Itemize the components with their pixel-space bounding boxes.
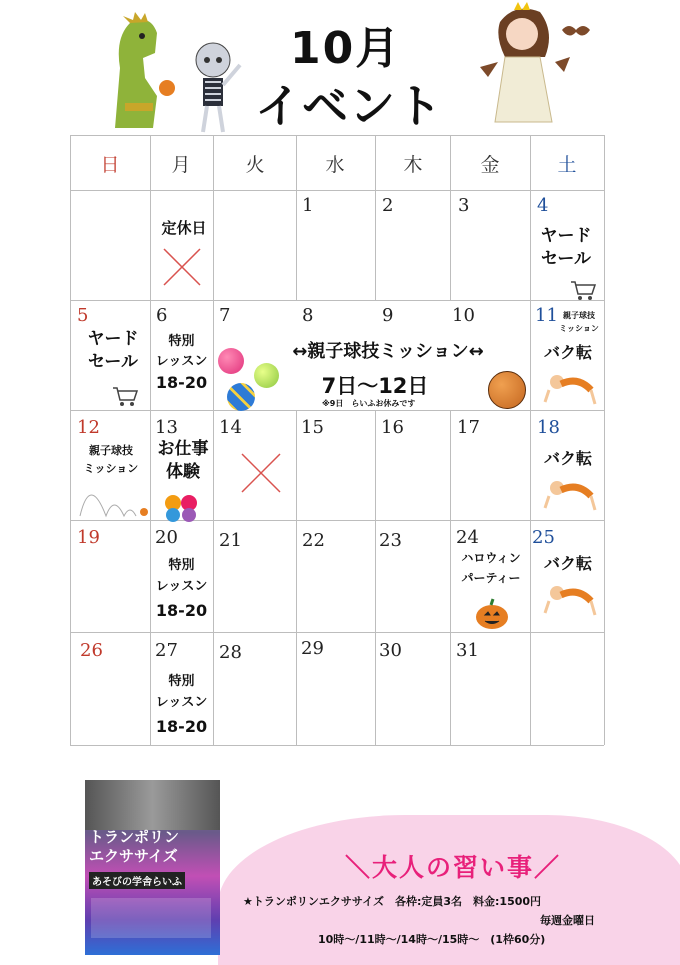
- weekday-thu: 木: [403, 154, 423, 176]
- date-28: 28: [219, 642, 242, 663]
- trampoline-poster: トランポリン エクササイズ あそびの学舎らいふ: [85, 780, 220, 955]
- backflip-kid-icon: [543, 583, 598, 619]
- date-14: 14: [219, 417, 242, 438]
- yard-sale-label-4: ヤード セール: [540, 226, 592, 269]
- date-2: 2: [382, 195, 394, 216]
- date-22: 22: [302, 530, 325, 551]
- adult-lessons-heading: ＼大人の習い事／: [345, 853, 562, 882]
- date-23: 23: [379, 530, 402, 551]
- special-lesson-27: 特別 レッスン 18-20: [155, 674, 208, 736]
- date-25: 25: [532, 527, 555, 548]
- halloween-party-label: ハロウィン パーティー: [461, 551, 521, 586]
- mission-dates: 7日〜12日: [321, 374, 429, 398]
- weekday-tue: 火: [245, 154, 265, 176]
- work-experience-label: お仕事 体験: [157, 439, 209, 482]
- backflip-label-18: バク転: [543, 449, 592, 468]
- cart-icon: [112, 386, 138, 408]
- weekday-fri: 金: [480, 154, 500, 176]
- date-20: 20: [155, 527, 178, 548]
- cart-icon: [570, 280, 596, 302]
- colorful-logo-icon: [163, 493, 201, 523]
- date-1: 1: [302, 195, 314, 216]
- date-5: 5: [77, 305, 89, 326]
- backflip-kid-icon: [543, 372, 598, 408]
- date-16: 16: [381, 417, 404, 438]
- backflip-label-25: バク転: [543, 554, 592, 573]
- special-lesson-20: 特別 レッスン 18-20: [155, 558, 208, 620]
- weekday-wed: 水: [325, 154, 345, 176]
- date-13: 13: [155, 417, 178, 438]
- date-11: 11: [535, 305, 558, 326]
- date-26: 26: [80, 640, 103, 661]
- mission-note: ※9日 らいふお休みです: [322, 399, 416, 408]
- closed-day-label: 定休日: [161, 219, 207, 237]
- page-title-event: イベント: [255, 79, 443, 133]
- ball-icon: [227, 383, 255, 411]
- mission-title: ↔親子球技ミッション↔: [292, 341, 484, 362]
- skeleton-illustration: [185, 40, 250, 135]
- closed-cross-icon: [160, 245, 204, 289]
- yard-sale-label-5: ヤード セール: [87, 329, 139, 372]
- date-4: 4: [537, 195, 549, 216]
- adult-lesson-detail: ★トランポリンエクササイズ 各枠:定員3名 料金:1500円: [243, 895, 542, 908]
- dinosaur-illustration: [95, 8, 180, 133]
- pumpkin-icon: [475, 598, 509, 630]
- special-lesson-6: 特別 レッスン 18-20: [155, 334, 208, 392]
- backflip-kid-icon: [543, 478, 598, 514]
- backflip-label-11: バク転: [543, 343, 592, 362]
- bouncing-ball-trajectory-icon: [78, 480, 150, 518]
- page-title-month: 10月: [290, 23, 402, 74]
- date-21: 21: [219, 530, 242, 551]
- closed-cross-icon: [238, 450, 284, 496]
- date-8: 8: [302, 305, 314, 326]
- oyako-mission-small-11: 親子球技 ミッション: [559, 311, 599, 333]
- date-30: 30: [379, 640, 402, 661]
- date-29: 29: [301, 638, 324, 659]
- date-31: 31: [456, 640, 479, 661]
- date-9: 9: [382, 305, 394, 326]
- date-10: 10: [452, 305, 475, 326]
- date-27: 27: [155, 640, 178, 661]
- bat-icon: [562, 22, 590, 40]
- weekday-sun: 日: [100, 154, 120, 176]
- basketball-icon: [488, 371, 526, 409]
- date-6: 6: [156, 305, 168, 326]
- date-19: 19: [77, 527, 100, 548]
- date-3: 3: [458, 195, 470, 216]
- date-24: 24: [456, 527, 479, 548]
- adult-lesson-times: 10時〜/11時〜/14時〜/15時〜 (1枠60分): [318, 933, 546, 946]
- date-18: 18: [537, 417, 560, 438]
- ball-icon: [254, 363, 279, 388]
- weekday-mon: 月: [171, 154, 191, 176]
- date-17: 17: [457, 417, 480, 438]
- adult-lesson-day: 毎週金曜日: [540, 914, 595, 927]
- date-7: 7: [219, 305, 231, 326]
- oyako-mission-small-12: 親子球技 ミッション: [83, 444, 139, 475]
- date-12: 12: [77, 417, 100, 438]
- ball-icon: [218, 348, 244, 374]
- date-15: 15: [301, 417, 324, 438]
- weekday-sat: 土: [557, 154, 577, 176]
